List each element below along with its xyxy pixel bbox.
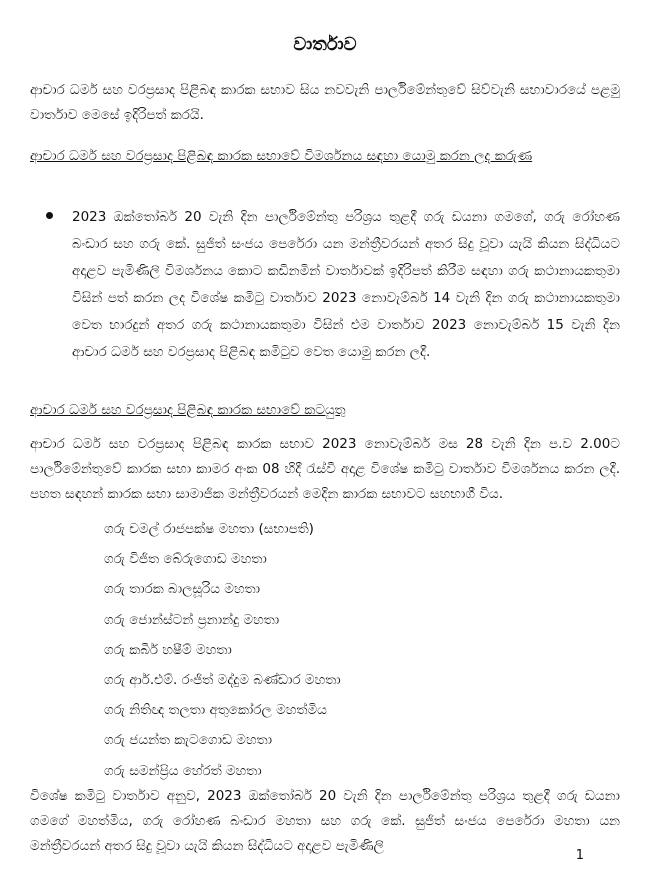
member-item: ගරු ජයන්ත කැටගොඩ මහතා — [104, 732, 273, 749]
closing-paragraph: විශේෂ කමිටු වාර්තාව අනුව, 2023 ඔක්තෝබර් 20 වැනි දින පාර්ලිමේන්තු පරිශ්‍රය තුළදී ගරු ඩයනා ගමගේ මහත්මිය, ගරු රෝහණ බංඩාර මහතා සහ ගරු කේ. සුජිත් සංජය පෙරේරා මහතා යන මන්ත්‍රීවරයන් අතර සිදු වූවා යැයි කියන සිද්ධියට අදාළව පැමිණිලි — [30, 788, 620, 854]
member-item: ගරු සමන්ප්‍රිය හේරත් මහතා — [104, 762, 262, 779]
section1-heading: ආචාර ධර්ම සහ වරප්‍රසාද පිළිබඳ කාරක සභාවේ විමර්ශනය සඳහා යොමු කරන ලද කරුණ — [30, 148, 533, 164]
bullet-icon — [46, 212, 53, 219]
document-title: වාර්තාව — [293, 34, 357, 55]
member-item: ගරු ජොන්ස්ටන් ප්‍රනාන්දු මහතා — [104, 611, 280, 628]
member-item: ගරු නිතිඥ තලතා අතුකෝරල මහත්මිය — [104, 702, 327, 719]
member-item: ගරු චමල් රාජපක්ෂ මහතා (සභාපති) — [104, 521, 314, 537]
member-item: ගරු විජිත බේරුගොඩ මහතා — [104, 551, 267, 568]
intro-paragraph: ආචාර ධර්ම සහ වරප්‍රසාද පිළිබඳ කාරක සභාව සිය නවවැනි පාර්ලිමේන්තුවේ සිව්වැනි සභාවාරයේ පළමු වාර්තාව මෙසේ ඉදිරිපත් කරයි. — [30, 82, 620, 123]
page-number: 1 — [575, 848, 584, 863]
member-item: ගරු තාරක බාලසූරිය මහතා — [104, 581, 261, 598]
member-item: ගරු ආර්.එම්. රංජිත් මද්දුම බණ්ඩාර මහතා — [104, 671, 341, 688]
member-item: ගරු කබීර් හෂීම් මහතා — [104, 641, 232, 658]
member-list — [104, 514, 524, 786]
proceedings-paragraph: ආචාර ධර්ම සහ වරප්‍රසාද පිළිබඳ කාරක සභාව 2023 නොවැම්බර් මස 28 වැනි දින ප.ව 2.00ට පාර්ලිමේන්තුවේ කාරක සභා කාමර අංක 08 හිදී රැස්වී අදාළ විශේෂ කමිටු වාර්තාව විමර්ශනය කරන ලදී. පහත සඳහන් කාරක සභා සාමාජික මන්ත්‍රීවරයන් මෙදින කාරක සභාවට සහභාගී විය. — [30, 436, 620, 502]
section2-heading: ආචාර ධර්ම සහ වරප්‍රසාද පිළිබඳ කාරක සභාවේ කටයුතු — [30, 402, 346, 418]
referred-matter-item: 2023 ඔක්තෝබර් 20 වැනි දින පාර්ලිමේන්තු පරිශ්‍රය තුළදී ගරු ඩයනා ගමගේ, ගරු රෝහණ බංඩාර සහ ගරු කේ. සුජිත් සංජය පෙරේරා යන මන්ත්‍රීවරයන් අතර සිදු වූවා යැයි කියන සිද්ධියට අදාළව පැමිණිලි විමර්ශනය කොට කඩිනමින් වාර්තාවක් ඉදිරිපත් කිරීම සඳහා ගරු කථානායකතුමා විසින් පත් කරන ලද විශේෂ කමිටු වාර්තාව 2023 නොවැම්බර් 14 වැනි දින ගරු කථානායකතුමා වෙත භාරදුන් අතර ගරු කථානායකතුමා විසින් එම වාර්තාව 2023 නොවැම්බර් 15 වැනි දින ආචාර ධර්ම සහ වරප්‍රසාද පිළිබඳ කමිටුව වෙත යොමු කරන ලදී. — [72, 209, 620, 360]
